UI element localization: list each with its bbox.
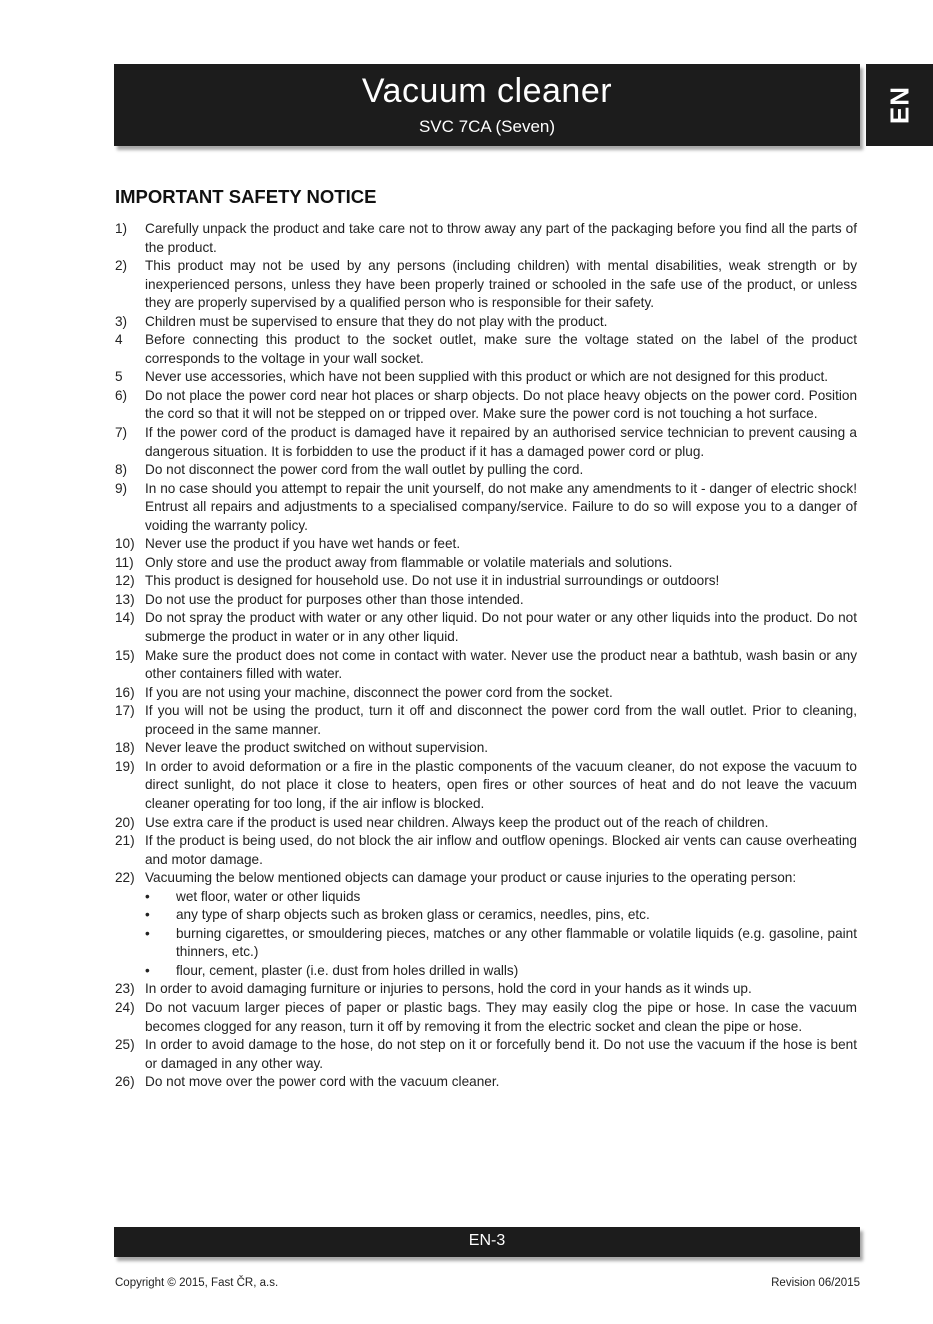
hazard-sub-item (145, 906, 857, 925)
notice-item (115, 702, 857, 739)
notice-text: Never leave the product switched on without supervision. (145, 740, 489, 756)
notice-text: Do not use the product for purposes other than those intended. (145, 591, 524, 607)
notice-text: Use extra care if the product is used near children. Always keep the product out of the reach of children. (145, 814, 769, 830)
notice-number: 13) (115, 591, 135, 607)
notice-body (145, 1073, 857, 1092)
notice-item (115, 980, 857, 999)
notice-item (115, 684, 857, 703)
notice-item (115, 647, 857, 684)
notice-number: 23) (115, 981, 135, 997)
notice-number: 1) (115, 221, 128, 236)
notice-number: 16) (115, 684, 135, 700)
notice-body (145, 647, 857, 684)
notice-body (145, 257, 857, 313)
notice-text: Never use the product if you have wet hands or feet. (145, 536, 461, 552)
notice-body (145, 1036, 857, 1073)
notice-body (145, 869, 857, 980)
notice-item (115, 535, 857, 554)
notice-body (145, 424, 857, 461)
notice-item (115, 424, 857, 461)
notice-body (145, 461, 857, 480)
notice-body (145, 832, 857, 869)
notice-number: 4 (115, 332, 123, 348)
bullet-icon: • (145, 888, 150, 904)
notice-item (115, 814, 857, 833)
notice-text: Carefully unpack the product and take care not to throw away any part of the packaging before you find all the parts of the product. (145, 221, 857, 255)
notice-item (115, 313, 857, 332)
notice-item (115, 554, 857, 573)
notice-body (145, 999, 857, 1036)
notice-number: 10) (115, 536, 135, 552)
notice-text: If you are not using your machine, disconnect the power cord from the socket. (145, 684, 613, 700)
section-heading: IMPORTANT SAFETY NOTICE (115, 186, 377, 207)
notice-number: 18) (115, 740, 135, 756)
notice-item (115, 1036, 857, 1073)
notice-number: 7) (115, 425, 128, 441)
model-subtitle: SVC 7CA (Seven) (418, 117, 556, 136)
notice-body (145, 220, 857, 257)
notice-text: In order to avoid damaging furniture or injuries to persons, hold the cord in your hands as it winds up. (145, 981, 752, 997)
notice-number: 25) (115, 1037, 135, 1053)
notice-text: If you will not be using the product, turn it off and disconnect the power cord from the wall outlet. Prior to cleaning, proceed in the same manner. (145, 703, 857, 737)
notice-item (115, 257, 857, 313)
notice-body (145, 980, 857, 999)
notice-item (115, 572, 857, 591)
notice-item (115, 591, 857, 610)
notice-number: 11) (115, 554, 134, 570)
language-tab (866, 64, 933, 146)
notice-body (145, 554, 857, 573)
footer-bar (114, 1227, 860, 1257)
bullet-icon: • (145, 925, 150, 941)
notice-text: This product may not be used by any persons (including children) with mental disabilities, weak strength or by inexperienced persons, unless they have been properly trained or schooled in the safe use of the product, or unless they are properly supervised by a qualified person who is responsible for their safety. (145, 258, 857, 311)
notice-item (115, 220, 857, 257)
notice-item (115, 480, 857, 536)
notice-body (145, 331, 857, 368)
notice-body (145, 535, 857, 554)
notice-item (115, 869, 857, 980)
notice-text: Only store and use the product away from flammable or volatile materials and solutions. (145, 554, 673, 570)
safety-notice-list (115, 220, 857, 1092)
notice-item (115, 999, 857, 1036)
notice-body (145, 368, 857, 387)
notice-body (145, 758, 857, 814)
notice-body (145, 814, 857, 833)
notice-item (115, 739, 857, 758)
notice-text: Never use accessories, which have not been supplied with this product or which are not designed for this product. (145, 369, 829, 385)
hazard-sub-text: wet floor, water or other liquids (176, 888, 361, 904)
notice-text: In no case should you attempt to repair the unit yourself, do not make any amendments to it - danger of electric shock! Entrust all repairs and adjustments to a specialised company/service. Failure to do so will expose you to a danger of voiding the warranty policy. (145, 480, 857, 533)
notice-item (115, 368, 857, 387)
notice-text: Children must be supervised to ensure that they do not play with the product. (145, 313, 608, 329)
document-title: Vacuum cleaner (361, 72, 613, 110)
notice-body (145, 609, 857, 646)
notice-number: 26) (115, 1074, 135, 1090)
notice-text: Do not vacuum larger pieces of paper or plastic bags. They may easily clog the pipe or hose. In case the vacuum becomes clogged for any reason, turn it off by removing it from the electric socket and clean the pipe or hose. (145, 999, 857, 1034)
notice-number: 9) (115, 480, 128, 496)
bullet-icon: • (145, 962, 150, 978)
bullet-icon: • (145, 907, 150, 923)
notice-item (115, 387, 857, 424)
notice-item (115, 758, 857, 814)
notice-number: 15) (115, 647, 135, 663)
hazard-sub-text: flour, cement, plaster (i.e. dust from holes drilled in walls) (176, 962, 519, 978)
notice-number: 19) (115, 758, 135, 774)
notice-body (145, 313, 857, 332)
language-label: EN (884, 85, 914, 125)
notice-text: Make sure the product does not come in contact with water. Never use the product near a bathtub, wash basin or any other containers filled with water. (145, 647, 857, 682)
notice-body (145, 684, 857, 703)
hazard-sub-list (145, 888, 857, 981)
notice-body (145, 387, 857, 424)
notice-number: 12) (115, 573, 135, 589)
notice-number: 22) (115, 870, 135, 886)
notice-number: 5 (115, 369, 123, 385)
notice-body (145, 480, 857, 536)
notice-text: Do not place the power cord near hot places or sharp objects. Do not place heavy objects on the power cord. Position the cord so that it will not be stepped on or tripped over. Make sure the power cord is not touching a hot surface. (145, 387, 857, 422)
notice-item (115, 331, 857, 368)
notice-number: 17) (115, 703, 135, 719)
notice-text: In order to avoid damage to the hose, do not step on it or forcefully bend it. Do not use the vacuum if the hose is bent or damaged in any other way. (145, 1037, 857, 1071)
header-bar (114, 64, 860, 146)
notice-body (145, 702, 857, 739)
notice-item (115, 1073, 857, 1092)
notice-body (145, 572, 857, 591)
notice-text: Vacuuming the below mentioned objects can damage your product or cause injuries to the operating person: (145, 870, 797, 886)
notice-body (145, 591, 857, 610)
notice-text: Do not disconnect the power cord from the wall outlet by pulling the cord. (145, 462, 584, 478)
notice-body (145, 739, 857, 758)
hazard-sub-item (145, 962, 857, 981)
notice-number: 21) (115, 833, 135, 849)
notice-number: 3) (115, 313, 128, 329)
copyright-text: Copyright © 2015, Fast ČR, a.s. (115, 1277, 279, 1289)
notice-text: This product is designed for household use. Do not use it in industrial surroundings or outdoors! (145, 573, 720, 589)
notice-text: If the product is being used, do not block the air inflow and outflow openings. Blocked air vents can cause overheating and motor damage. (145, 833, 857, 867)
notice-text: Before connecting this product to the socket outlet, make sure the voltage stated on the label of the product corresponds to the voltage in your wall socket. (145, 332, 857, 366)
notice-number: 2) (115, 258, 128, 274)
notice-number: 6) (115, 387, 128, 403)
hazard-sub-item (145, 888, 857, 907)
hazard-sub-item (145, 925, 857, 962)
notice-text: Do not spray the product with water or any other liquid. Do not pour water or any other liquids into the product. Do not submerge the product in water or in any other liquid. (145, 610, 857, 645)
notice-number: 14) (115, 610, 135, 626)
notice-number: 20) (115, 814, 135, 830)
notice-number: 24) (115, 999, 135, 1015)
hazard-sub-text: burning cigarettes, or smouldering pieces, matches or any other flammable or volatile liquids (e.g. gasoline, paint thinners, etc.) (176, 925, 857, 960)
notice-text: In order to avoid deformation or a fire in the plastic components of the vacuum cleaner, do not expose the vacuum to direct sunlight, do not place it close to heaters, open fires or other sources of heat and do not leave the vacuum cleaner operating for too long, if the air inflow is blocked. (145, 758, 857, 811)
hazard-sub-text: any type of sharp objects such as broken glass or ceramics, needles, pins, etc. (176, 907, 650, 923)
notice-number: 8) (115, 462, 128, 478)
notice-text: If the power cord of the product is damaged have it repaired by an authorised service technician to prevent causing a dangerous situation. It is forbidden to use the product if it has a damaged power cord or plug. (145, 425, 857, 459)
revision-text: Revision 06/2015 (771, 1277, 860, 1289)
notice-item (115, 832, 857, 869)
notice-item (115, 461, 857, 480)
notice-item (115, 609, 857, 646)
page-number: EN-3 (468, 1232, 506, 1249)
notice-text: Do not move over the power cord with the vacuum cleaner. (145, 1074, 500, 1090)
